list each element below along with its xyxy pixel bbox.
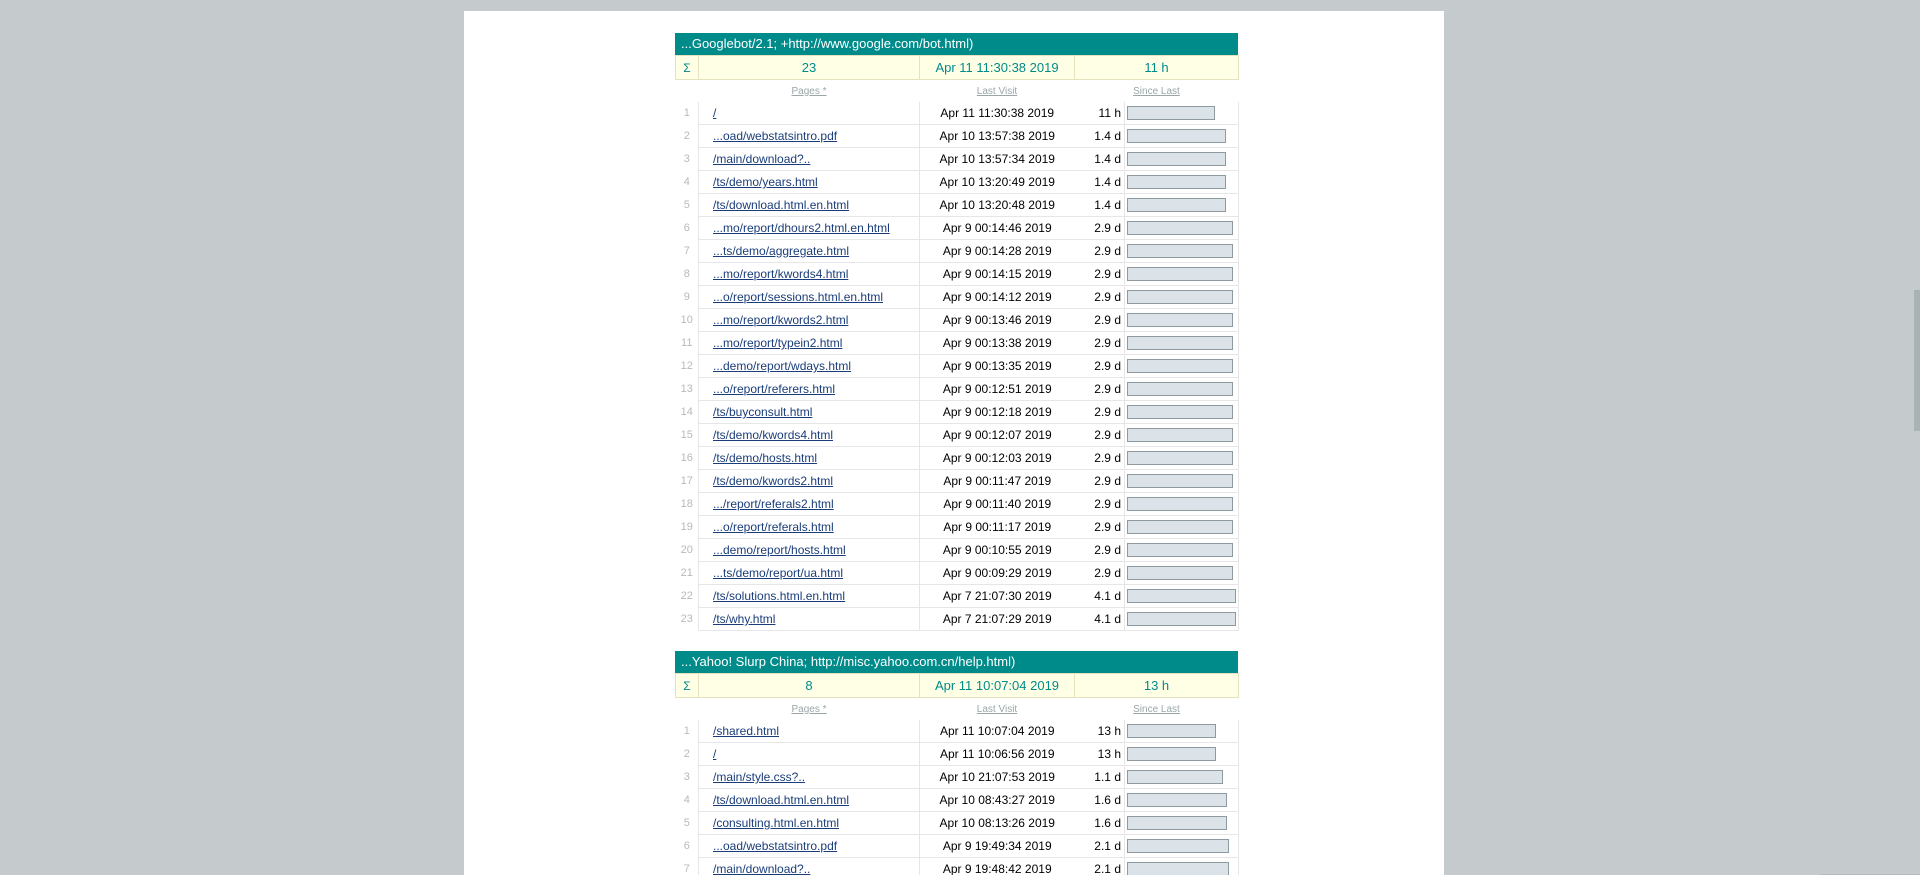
column-header-pages	[699, 80, 920, 103]
since-last-bar	[1127, 862, 1229, 875]
row-number: 6	[683, 222, 690, 234]
since-last-cell: 4.1 d	[1075, 608, 1125, 631]
row-number: 18	[680, 498, 693, 510]
since-last-bar	[1127, 747, 1216, 761]
since-last-bar-cell	[1125, 194, 1239, 217]
since-last-bar	[1127, 221, 1233, 235]
since-last-cell: 1.6 d	[1075, 789, 1125, 812]
since-last-cell: 13 h	[1075, 720, 1125, 743]
since-last-bar-cell	[1125, 401, 1239, 424]
row-number: 2	[683, 748, 690, 760]
table-row	[676, 493, 1239, 516]
table-row	[676, 217, 1239, 240]
last-visit-cell: Apr 9 00:14:15 2019	[920, 263, 1075, 286]
since-last-cell: 2.9 d	[1075, 332, 1125, 355]
since-last-bar-cell	[1125, 608, 1239, 631]
page-link[interactable]: ...ts/demo/aggregate.html	[713, 244, 850, 258]
page-link[interactable]: /main/style.css?..	[713, 770, 806, 784]
table-row	[676, 401, 1239, 424]
row-number: 11	[681, 337, 693, 349]
total-pages: 8	[699, 674, 920, 698]
page-link[interactable]: ...oad/webstatsintro.pdf	[713, 129, 838, 143]
last-visit-cell: Apr 9 00:14:12 2019	[920, 286, 1075, 309]
summary-last-visit: Apr 11 11:30:38 2019	[920, 56, 1075, 80]
since-last-bar-cell	[1125, 217, 1239, 240]
last-visit-cell: Apr 10 13:20:49 2019	[920, 171, 1075, 194]
sort-since-last-link[interactable]: Since Last	[1133, 85, 1180, 97]
last-visit-cell: Apr 9 00:14:46 2019	[920, 217, 1075, 240]
last-visit-cell: Apr 9 00:14:28 2019	[920, 240, 1075, 263]
since-last-cell: 2.1 d	[1075, 858, 1125, 875]
since-last-bar-cell	[1125, 286, 1239, 309]
since-last-bar-cell	[1125, 539, 1239, 562]
page-link[interactable]: /ts/demo/hosts.html	[713, 451, 818, 465]
page-cell	[699, 332, 920, 355]
row-number: 14	[680, 406, 693, 418]
page-link[interactable]: ...mo/report/kwords4.html	[713, 267, 849, 281]
page-cell	[699, 720, 920, 743]
since-last-bar	[1127, 313, 1233, 327]
page-cell	[699, 355, 920, 378]
last-visit-cell: Apr 10 21:07:53 2019	[920, 766, 1075, 789]
since-last-bar-cell	[1125, 240, 1239, 263]
since-last-bar	[1127, 336, 1233, 350]
row-number: 3	[683, 771, 690, 783]
page-cell	[699, 516, 920, 539]
page-link[interactable]: ...o/report/sessions.html.en.html	[713, 290, 884, 304]
summary-row	[676, 56, 1239, 80]
summary-since-last: 13 h	[1075, 674, 1239, 698]
since-last-bar	[1127, 175, 1226, 189]
table-row	[676, 789, 1239, 812]
since-last-bar	[1127, 839, 1229, 853]
since-last-cell: 2.9 d	[1075, 424, 1125, 447]
pages-table	[675, 673, 1239, 875]
since-last-bar	[1127, 770, 1223, 784]
page-cell	[699, 378, 920, 401]
page-cell	[699, 493, 920, 516]
table-row	[676, 812, 1239, 835]
section-title: ...Googlebot/2.1; +http://www.google.com/bot.html)	[675, 33, 1238, 55]
robot-section-googlebot	[675, 33, 1238, 631]
since-last-bar	[1127, 793, 1227, 807]
since-last-bar-cell	[1125, 332, 1239, 355]
since-last-bar-cell	[1125, 148, 1239, 171]
page-link[interactable]: /shared.html	[713, 724, 780, 738]
since-last-cell: 2.9 d	[1075, 447, 1125, 470]
since-last-bar-cell	[1125, 516, 1239, 539]
since-last-cell: 1.4 d	[1075, 171, 1125, 194]
table-row	[676, 424, 1239, 447]
row-number: 15	[680, 429, 693, 441]
row-number: 1	[683, 725, 690, 738]
since-last-bar-cell	[1125, 378, 1239, 401]
row-number: 9	[683, 291, 690, 303]
since-last-cell: 1.4 d	[1075, 125, 1125, 148]
last-visit-cell: Apr 9 00:11:17 2019	[920, 516, 1075, 539]
since-last-cell: 1.4 d	[1075, 194, 1125, 217]
page-cell	[699, 835, 920, 858]
table-row	[676, 240, 1239, 263]
since-last-bar-cell	[1125, 585, 1239, 608]
since-last-bar	[1127, 267, 1233, 281]
since-last-bar-cell	[1125, 720, 1239, 743]
table-row	[676, 835, 1239, 858]
row-number: 20	[680, 544, 693, 556]
since-last-bar-cell	[1125, 125, 1239, 148]
since-last-cell: 2.9 d	[1075, 355, 1125, 378]
section-title: ...Yahoo! Slurp China; http://misc.yahoo.com.cn/help.html)	[675, 651, 1238, 673]
page-cell	[699, 240, 920, 263]
scrollbar-thumb[interactable]	[1914, 290, 1920, 431]
since-last-bar-cell	[1125, 171, 1239, 194]
since-last-bar-cell	[1125, 835, 1239, 858]
since-last-cell: 2.1 d	[1075, 835, 1125, 858]
row-number: 21	[680, 567, 693, 579]
since-last-bar-cell	[1125, 743, 1239, 766]
page-cell	[699, 562, 920, 585]
last-visit-cell: Apr 9 19:49:34 2019	[920, 835, 1075, 858]
page-link[interactable]: .../report/referals2.html	[713, 497, 834, 511]
last-visit-cell: Apr 11 11:30:38 2019	[920, 102, 1075, 125]
row-number: 17	[680, 475, 693, 487]
column-header-last-visit	[920, 80, 1075, 103]
table-row	[676, 608, 1239, 631]
last-visit-cell: Apr 9 00:09:29 2019	[920, 562, 1075, 585]
since-last-cell: 2.9 d	[1075, 240, 1125, 263]
page-cell	[699, 194, 920, 217]
since-last-cell: 1.1 d	[1075, 766, 1125, 789]
last-visit-cell: Apr 9 00:13:38 2019	[920, 332, 1075, 355]
page-cell	[699, 286, 920, 309]
since-last-bar	[1127, 724, 1216, 738]
page-link[interactable]: /ts/solutions.html.en.html	[713, 589, 846, 603]
since-last-bar-cell	[1125, 355, 1239, 378]
report-page	[464, 11, 1444, 875]
table-row	[676, 309, 1239, 332]
page-link[interactable]: /ts/download.html.en.html	[713, 198, 850, 212]
column-header-last-visit	[920, 698, 1075, 721]
page-cell	[699, 766, 920, 789]
last-visit-cell: Apr 9 00:12:07 2019	[920, 424, 1075, 447]
total-pages: 23	[699, 56, 920, 80]
page-link[interactable]: ...mo/report/kwords2.html	[713, 313, 849, 327]
last-visit-cell: Apr 11 10:06:56 2019	[920, 743, 1075, 766]
page-cell	[699, 401, 920, 424]
table-row	[676, 171, 1239, 194]
page-link[interactable]: /ts/download.html.en.html	[713, 793, 850, 807]
summary-row	[676, 674, 1239, 698]
table-row	[676, 516, 1239, 539]
since-last-bar	[1127, 152, 1226, 166]
page-link[interactable]: /ts/demo/years.html	[713, 175, 818, 189]
since-last-bar	[1127, 520, 1233, 534]
since-last-bar	[1127, 589, 1236, 603]
page-cell	[699, 171, 920, 194]
row-number: 23	[680, 613, 693, 625]
table-row	[676, 858, 1239, 875]
sort-pages-link[interactable]: Pages *	[791, 703, 827, 715]
since-last-bar-cell	[1125, 858, 1239, 875]
table-row	[676, 539, 1239, 562]
last-visit-cell: Apr 10 13:57:38 2019	[920, 125, 1075, 148]
column-header-pages	[699, 698, 920, 721]
since-last-bar-cell	[1125, 562, 1239, 585]
page-link[interactable]: ...o/report/referals.html	[713, 520, 834, 534]
column-header-row	[676, 698, 1239, 721]
since-last-bar-cell	[1125, 263, 1239, 286]
page-link[interactable]: ...o/report/referers.html	[713, 382, 836, 396]
since-last-cell: 4.1 d	[1075, 585, 1125, 608]
row-number: 6	[683, 840, 690, 852]
table-row	[676, 332, 1239, 355]
since-last-bar-cell	[1125, 102, 1239, 125]
page-cell	[699, 447, 920, 470]
row-number: 22	[680, 590, 693, 602]
page-link[interactable]: ...mo/report/typein2.html	[713, 336, 843, 350]
column-header-since-last	[1075, 698, 1239, 721]
row-number: 12	[680, 360, 693, 372]
page-cell	[699, 608, 920, 631]
page-link[interactable]: /ts/demo/kwords4.html	[713, 428, 834, 442]
table-row	[676, 447, 1239, 470]
row-number: 1	[683, 107, 690, 120]
since-last-bar	[1127, 405, 1233, 419]
since-last-bar	[1127, 428, 1233, 442]
last-visit-cell: Apr 7 21:07:30 2019	[920, 585, 1075, 608]
since-last-bar-cell	[1125, 493, 1239, 516]
last-visit-cell: Apr 9 00:11:40 2019	[920, 493, 1075, 516]
since-last-bar	[1127, 244, 1233, 258]
row-number: 8	[683, 268, 690, 280]
page-link[interactable]: /consulting.html.en.html	[713, 816, 840, 830]
since-last-bar-cell	[1125, 424, 1239, 447]
row-number: 10	[680, 314, 693, 326]
page-cell	[699, 539, 920, 562]
last-visit-cell: Apr 10 08:13:26 2019	[920, 812, 1075, 835]
since-last-bar-cell	[1125, 470, 1239, 493]
sort-pages-link[interactable]: Pages *	[791, 85, 827, 97]
since-last-bar	[1127, 451, 1233, 465]
page-link[interactable]: /ts/why.html	[713, 612, 776, 626]
since-last-cell: 2.9 d	[1075, 493, 1125, 516]
since-last-bar-cell	[1125, 309, 1239, 332]
page-link[interactable]: /ts/demo/kwords2.html	[713, 474, 834, 488]
since-last-cell: 2.9 d	[1075, 217, 1125, 240]
summary-last-visit: Apr 11 10:07:04 2019	[920, 674, 1075, 698]
row-number: 16	[680, 452, 693, 464]
last-visit-cell: Apr 9 00:10:55 2019	[920, 539, 1075, 562]
table-row	[676, 562, 1239, 585]
since-last-cell: 2.9 d	[1075, 401, 1125, 424]
page-cell	[699, 789, 920, 812]
since-last-bar	[1127, 290, 1233, 304]
table-row	[676, 766, 1239, 789]
since-last-cell: 2.9 d	[1075, 378, 1125, 401]
since-last-bar-cell	[1125, 812, 1239, 835]
table-row	[676, 102, 1239, 125]
page-cell	[699, 858, 920, 875]
last-visit-cell: Apr 9 00:12:03 2019	[920, 447, 1075, 470]
page-cell	[699, 217, 920, 240]
last-visit-cell: Apr 9 00:12:18 2019	[920, 401, 1075, 424]
since-last-cell: 1.6 d	[1075, 812, 1125, 835]
sort-last-visit-link[interactable]: Last Visit	[976, 85, 1018, 97]
table-row	[676, 470, 1239, 493]
table-row	[676, 194, 1239, 217]
row-number: 3	[683, 153, 690, 165]
since-last-bar	[1127, 543, 1233, 557]
since-last-cell: 2.9 d	[1075, 263, 1125, 286]
page-cell	[699, 102, 920, 125]
since-last-cell: 13 h	[1075, 743, 1125, 766]
last-visit-cell: Apr 9 00:11:47 2019	[920, 470, 1075, 493]
table-row	[676, 355, 1239, 378]
last-visit-cell: Apr 9 00:13:46 2019	[920, 309, 1075, 332]
page-link[interactable]: ...ts/demo/report/ua.html	[713, 566, 844, 580]
row-number: 7	[683, 863, 690, 875]
since-last-cell: 2.9 d	[1075, 286, 1125, 309]
page-cell	[699, 470, 920, 493]
table-row	[676, 720, 1239, 743]
last-visit-cell: Apr 9 19:48:42 2019	[920, 858, 1075, 875]
page-cell	[699, 148, 920, 171]
since-last-cell: 1.4 d	[1075, 148, 1125, 171]
page-cell	[699, 309, 920, 332]
table-row	[676, 125, 1239, 148]
last-visit-cell: Apr 10 13:20:48 2019	[920, 194, 1075, 217]
sort-last-visit-link[interactable]: Last Visit	[976, 703, 1018, 715]
last-visit-cell: Apr 9 00:13:35 2019	[920, 355, 1075, 378]
since-last-bar	[1127, 566, 1233, 580]
page-link[interactable]: /	[713, 747, 717, 761]
sort-since-last-link[interactable]: Since Last	[1133, 703, 1180, 715]
since-last-bar-cell	[1125, 766, 1239, 789]
since-last-bar	[1127, 198, 1226, 212]
page-link[interactable]: /ts/buyconsult.html	[713, 405, 813, 419]
since-last-cell: 2.9 d	[1075, 309, 1125, 332]
since-last-bar	[1127, 382, 1233, 396]
page-cell	[699, 424, 920, 447]
row-number: 4	[683, 176, 690, 188]
since-last-bar	[1127, 497, 1233, 511]
last-visit-cell: Apr 10 08:43:27 2019	[920, 789, 1075, 812]
row-number: 5	[683, 199, 690, 211]
page-cell	[699, 812, 920, 835]
since-last-bar	[1127, 106, 1215, 120]
row-number: 5	[683, 817, 690, 829]
since-last-cell: 2.9 d	[1075, 562, 1125, 585]
since-last-cell: 2.9 d	[1075, 470, 1125, 493]
since-last-bar-cell	[1125, 789, 1239, 812]
page-link[interactable]: ...demo/report/hosts.html	[713, 543, 846, 557]
row-number: 13	[680, 383, 693, 395]
column-header-since-last	[1075, 80, 1239, 103]
robot-section-yahoo-slurp	[675, 651, 1238, 875]
since-last-bar	[1127, 474, 1233, 488]
sigma-icon: Σ	[676, 674, 699, 698]
page-link[interactable]: ...demo/report/wdays.html	[713, 359, 852, 373]
since-last-cell: 2.9 d	[1075, 516, 1125, 539]
last-visit-cell: Apr 11 10:07:04 2019	[920, 720, 1075, 743]
page-link[interactable]: /main/download?..	[713, 862, 811, 875]
row-number: 2	[683, 130, 690, 142]
table-row	[676, 148, 1239, 171]
page-cell	[699, 585, 920, 608]
table-row	[676, 585, 1239, 608]
row-number: 4	[683, 794, 690, 806]
since-last-cell: 2.9 d	[1075, 539, 1125, 562]
table-row	[676, 263, 1239, 286]
table-row	[676, 378, 1239, 401]
since-last-cell: 11 h	[1075, 102, 1125, 125]
page-cell	[699, 125, 920, 148]
pages-table	[675, 55, 1239, 631]
page-link[interactable]: /	[713, 106, 717, 120]
row-number: 19	[680, 521, 693, 533]
last-visit-cell: Apr 10 13:57:34 2019	[920, 148, 1075, 171]
since-last-bar	[1127, 359, 1233, 373]
since-last-bar-cell	[1125, 447, 1239, 470]
since-last-bar	[1127, 816, 1227, 830]
last-visit-cell: Apr 7 21:07:29 2019	[920, 608, 1075, 631]
page-link[interactable]: ...mo/report/dhours2.html.en.html	[713, 221, 890, 235]
page-link[interactable]: /main/download?..	[713, 152, 811, 166]
page-cell	[699, 263, 920, 286]
column-header-row	[676, 80, 1239, 103]
page-cell	[699, 743, 920, 766]
last-visit-cell: Apr 9 00:12:51 2019	[920, 378, 1075, 401]
page-link[interactable]: ...oad/webstatsintro.pdf	[713, 839, 838, 853]
summary-since-last: 11 h	[1075, 56, 1239, 80]
since-last-bar	[1127, 612, 1236, 626]
row-number: 7	[683, 245, 690, 257]
table-row	[676, 743, 1239, 766]
sigma-icon: Σ	[676, 56, 699, 80]
table-row	[676, 286, 1239, 309]
since-last-bar	[1127, 129, 1226, 143]
